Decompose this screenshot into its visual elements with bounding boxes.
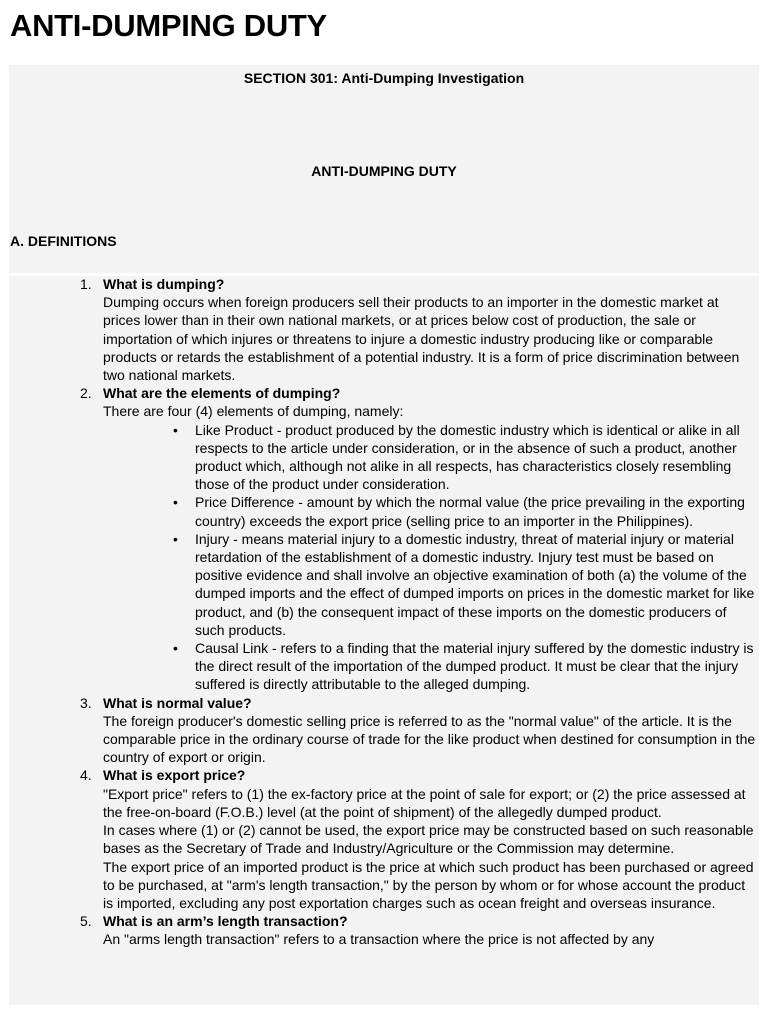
bullet-item xyxy=(173,639,758,694)
bullet-icon: • xyxy=(173,494,178,511)
list-item xyxy=(80,766,758,912)
bullet-text: Causal Link - refers to a finding that the material injury suffered by the domestic industry is the direct result of the importation of the dumped product. It must be clear that the injury suffered is directly attributable to the alleged dumping. xyxy=(195,640,754,693)
item-number: 2. xyxy=(80,385,92,402)
item-question: What is an arm’s length transaction? xyxy=(103,913,348,930)
bullet-text: Like Product - product produced by the domestic industry which is identical or alike in all respects to the article under consideration, or in the absence of such a product, another product which, although not alike in all respects, has characteristics closely resembling those of the product under consideration. xyxy=(195,421,740,493)
list-item xyxy=(80,384,758,693)
item-question: What is normal value? xyxy=(103,694,252,711)
elements-list xyxy=(103,421,758,694)
definitions-list xyxy=(80,275,758,949)
item-question: What are the elements of dumping? xyxy=(103,385,341,402)
item-number: 3. xyxy=(80,694,92,711)
item-paragraph: An "arms length transaction" refers to a transaction where the price is not affected by any xyxy=(103,931,655,948)
bullet-text: Injury - means material injury to a domestic industry, threat of material injury or material retardation of the establishment of a domestic industry. Injury test must be based on positive evidence and shall involve an objective examination of both (a) the volume of the dumped imports and the effect of dumped imports on prices in the domestic market for like product, and (b) the consequent impact of these imports on the domestic producers of such products. xyxy=(195,530,755,638)
item-paragraph: In cases where (1) or (2) cannot be used, the export price may be constructed based on such reasonable bases as the Secretary of Trade and Industry/Agriculture or the Commission may determine. xyxy=(103,822,754,857)
item-question: What is export price? xyxy=(103,767,246,784)
list-item xyxy=(80,694,758,767)
list-item xyxy=(80,912,758,948)
document-title: ANTI-DUMPING DUTY xyxy=(10,8,327,43)
bullet-text: Price Difference - amount by which the normal value (the price prevailing in the exporting country) exceeds the export price (selling price to an importer in the Philippines). xyxy=(195,494,745,529)
item-number: 5. xyxy=(80,913,92,930)
list-item xyxy=(80,275,758,384)
item-number: 4. xyxy=(80,767,92,784)
bullet-item xyxy=(173,421,758,494)
section-heading: SECTION 301: Anti-Dumping Investigation xyxy=(243,70,525,86)
item-paragraph: The export price of an imported product is the price at which such product has been purchased or agreed to be purchased, at "arm's length transaction," by the person by whom or for whose account the product is imported, excluding any post exportation charges such as ocean freight and overseas insurance. xyxy=(103,858,754,911)
item-number: 1. xyxy=(80,276,92,292)
item-paragraph: There are four (4) elements of dumping, namely: xyxy=(103,403,404,420)
bullet-item xyxy=(173,493,758,529)
item-question: What is dumping? xyxy=(103,276,225,292)
definitions-heading: A. DEFINITIONS xyxy=(10,233,117,249)
bullet-item xyxy=(173,530,758,639)
bullet-icon: • xyxy=(173,421,178,438)
sub-heading: ANTI-DUMPING DUTY xyxy=(311,163,457,179)
bullet-icon: • xyxy=(173,530,178,547)
item-paragraph: "Export price" refers to (1) the ex-factory price at the point of sale for export; or (2) the price assessed at the free-on-board (F.O.B.) level (at the point of shipment) of the allegedly dumped product. xyxy=(103,785,746,820)
item-paragraph: Dumping occurs when foreign producers sell their products to an importer in the domestic market at prices lower than in their own national markets, or at prices below cost of production, the sale or importation of which injures or threatens to injure a domestic industry producing like or comparable products or retards the establishment of a potential industry. It is a form of price discrimination between two national markets. xyxy=(103,294,740,384)
bullet-icon: • xyxy=(173,640,178,657)
item-paragraph: The foreign producer's domestic selling price is referred to as the "normal value" of the article. It is the comparable price in the ordinary course of trade for the like product when destined for consumption in the country of export or origin. xyxy=(103,712,756,766)
